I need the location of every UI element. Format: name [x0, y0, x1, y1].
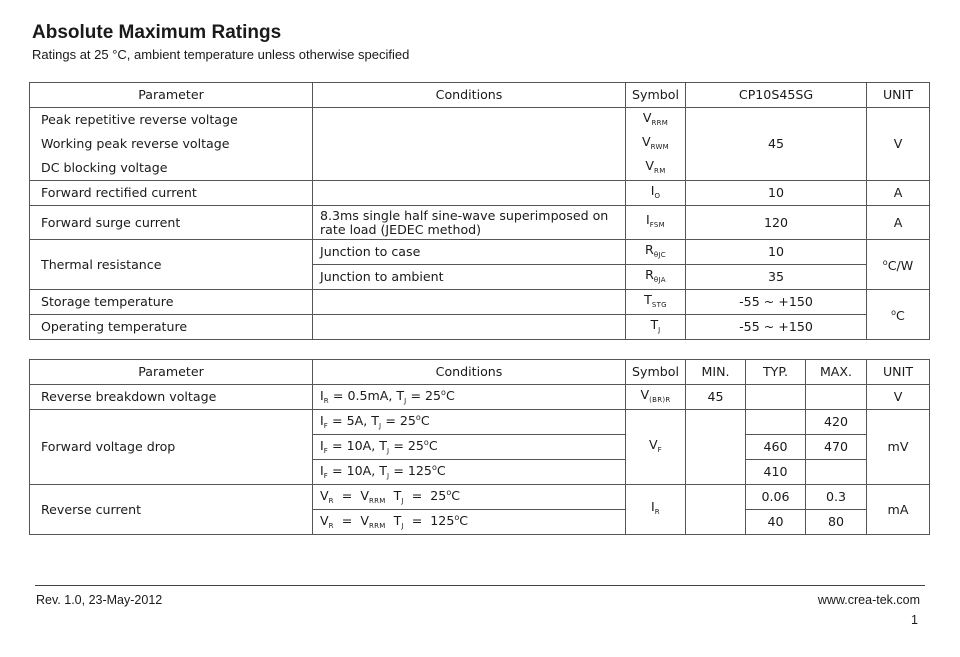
value-cell: -55 ~ +150 — [686, 290, 867, 315]
condition-cell — [313, 206, 626, 240]
page-number: 1 — [911, 613, 918, 627]
absolute-max-ratings-table — [29, 82, 930, 340]
param-cell: Thermal resistance — [30, 240, 313, 290]
param-cell: Storage temperature — [30, 290, 313, 315]
symbol-cell: $V_F$ — [626, 410, 686, 485]
table-row — [30, 410, 930, 435]
condition-line: 8.3ms single half sine-wave superimposed on — [320, 207, 609, 223]
condition-line: rate load (JEDEC method) — [320, 221, 482, 237]
table-row — [30, 485, 930, 510]
header-symbol: Symbol — [626, 83, 686, 108]
param-cell: Forward surge current — [30, 206, 313, 240]
max-cell: 420 — [806, 410, 867, 435]
condition-cell: $I_F = 5A$, $T_J = 25^oC$ — [313, 410, 626, 435]
symbol-cell: $V_{RRM}$ — [626, 108, 686, 133]
condition-cell — [313, 315, 626, 340]
condition-cell — [313, 290, 626, 315]
symbol-cell: $I_{FSM}$ — [626, 206, 686, 240]
param-cell: Reverse current — [30, 485, 313, 535]
typ-cell: 460 — [746, 435, 806, 460]
param-cell: Reverse breakdown voltage — [30, 385, 313, 410]
typ-cell: 40 — [746, 510, 806, 535]
condition-cell — [313, 181, 626, 206]
header-symbol: Symbol — [626, 360, 686, 385]
symbol-cell: $V_{RM}$ — [626, 156, 686, 181]
header-min: MIN. — [686, 360, 746, 385]
header-conditions: Conditions — [313, 360, 626, 385]
symbol-cell: $V_{RWM}$ — [626, 132, 686, 156]
table-row — [30, 240, 930, 265]
unit-cell: mA — [867, 485, 930, 535]
param-cell: Operating temperature — [30, 315, 313, 340]
header-typ: TYP. — [746, 360, 806, 385]
max-cell: 80 — [806, 510, 867, 535]
value-cell: 120 — [686, 206, 867, 240]
max-cell — [806, 385, 867, 410]
symbol-cell: $T_{STG}$ — [626, 290, 686, 315]
unit-cell: A — [867, 181, 930, 206]
header-part-number: CP10S45SG — [686, 83, 867, 108]
value-cell: 10 — [686, 181, 867, 206]
header-unit: UNIT — [867, 360, 930, 385]
page-subtitle: Ratings at 25 °C, ambient temperature unless otherwise specified — [32, 47, 410, 62]
table-row — [30, 290, 930, 315]
symbol-cell: $R_{\theta JC}$ — [626, 240, 686, 265]
footer-divider — [35, 585, 925, 586]
condition-cell: $V_R = V_{RRM}$ $T_J = 25^oC$ — [313, 485, 626, 510]
typ-cell: 410 — [746, 460, 806, 485]
param-cell: Forward rectified current — [30, 181, 313, 206]
header-conditions: Conditions — [313, 83, 626, 108]
revision-label: Rev. 1.0, 23-May-2012 — [36, 593, 163, 607]
value-cell: -55 ~ +150 — [686, 315, 867, 340]
table-row — [30, 385, 930, 410]
param-cell: Working peak reverse voltage — [30, 132, 313, 156]
symbol-cell: $I_R$ — [626, 485, 686, 535]
table-row — [30, 108, 930, 133]
value-cell: 45 — [686, 108, 867, 181]
max-cell — [806, 460, 867, 485]
min-cell — [686, 485, 746, 535]
symbol-cell: $V_{(BR)R}$ — [626, 385, 686, 410]
electrical-characteristics-table — [29, 359, 930, 535]
symbol-cell: $I_O$ — [626, 181, 686, 206]
min-cell: 45 — [686, 385, 746, 410]
typ-cell — [746, 385, 806, 410]
condition-cell: $I_F = 10A$, $T_J = 125^oC$ — [313, 460, 626, 485]
unit-cell: $^o$C — [867, 290, 930, 340]
max-cell: 470 — [806, 435, 867, 460]
header-unit: UNIT — [867, 83, 930, 108]
table-row — [30, 181, 930, 206]
symbol-cell: $T_J$ — [626, 315, 686, 340]
param-cell: DC blocking voltage — [30, 156, 313, 181]
max-cell: 0.3 — [806, 485, 867, 510]
header-max: MAX. — [806, 360, 867, 385]
website-link[interactable]: www.crea-tek.com — [817, 593, 920, 607]
typ-cell — [746, 410, 806, 435]
unit-cell: V — [867, 108, 930, 181]
condition-cell: $V_R = V_{RRM}$ $T_J = 125^oC$ — [313, 510, 626, 535]
value-cell: 35 — [686, 265, 867, 290]
header-parameter: Parameter — [30, 360, 313, 385]
unit-cell: A — [867, 206, 930, 240]
condition-cell: Junction to case — [313, 240, 626, 265]
param-cell: Peak repetitive reverse voltage — [30, 108, 313, 133]
table-row — [30, 206, 930, 240]
value-cell: 10 — [686, 240, 867, 265]
param-cell: Forward voltage drop — [30, 410, 313, 485]
symbol-cell: $R_{\theta JA}$ — [626, 265, 686, 290]
unit-cell: V — [867, 385, 930, 410]
table-header-row — [30, 83, 930, 108]
page-title: Absolute Maximum Ratings — [32, 22, 282, 43]
typ-cell: 0.06 — [746, 485, 806, 510]
header-parameter: Parameter — [30, 83, 313, 108]
unit-cell: mV — [867, 410, 930, 485]
table-row — [30, 315, 930, 340]
min-cell — [686, 410, 746, 485]
table-header-row — [30, 360, 930, 385]
condition-cell: $I_F = 10A$, $T_J = 25^oC$ — [313, 435, 626, 460]
unit-cell: $^o$C/W — [867, 240, 930, 290]
condition-cell: $I_R = 0.5mA$, $T_J = 25^oC$ — [313, 385, 626, 410]
condition-cell — [313, 108, 626, 181]
condition-cell: Junction to ambient — [313, 265, 626, 290]
